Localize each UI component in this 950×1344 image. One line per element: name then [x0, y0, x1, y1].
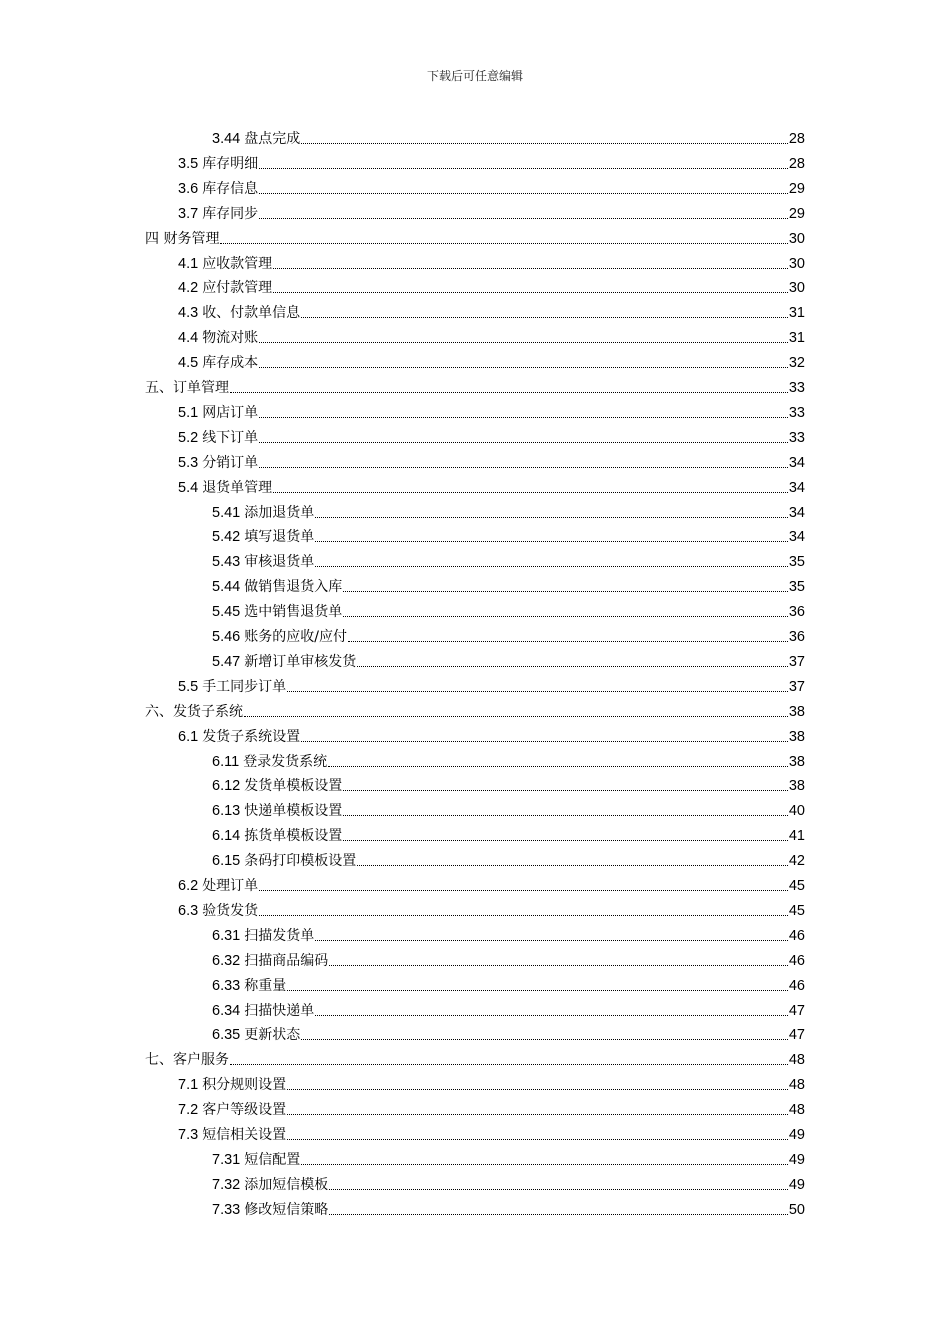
toc-dot-leader — [301, 142, 788, 144]
toc-entry-title: 扫描商品编码 — [244, 952, 329, 969]
toc-entry[interactable] — [212, 623, 805, 647]
toc-dot-leader — [259, 441, 788, 443]
toc-entry-label — [212, 602, 342, 622]
toc-dot-leader — [287, 1113, 788, 1115]
toc-entry[interactable] — [145, 225, 805, 249]
toc-page-number: 38 — [788, 753, 805, 770]
toc-page-number: 46 — [788, 927, 805, 944]
toc-entry-number: 6.2 — [178, 878, 203, 894]
toc-dot-leader — [329, 964, 788, 966]
toc-entry-number: 3.7 — [178, 205, 203, 222]
toc-entry-label — [178, 328, 258, 348]
toc-page-number: 45 — [788, 878, 805, 894]
toc-dot-leader — [273, 267, 788, 269]
toc-entry-number: 6.14 — [212, 828, 245, 845]
toc-entry[interactable] — [212, 997, 805, 1021]
toc-entry-title: 填写退货单 — [244, 529, 315, 546]
toc-entry-title: 发货子系统设置 — [202, 728, 301, 745]
toc-entry-number: 4.2 — [178, 280, 203, 297]
toc-entry-label — [212, 577, 342, 597]
toc-entry-label — [145, 378, 229, 398]
toc-entry-label — [145, 702, 243, 722]
toc-entry[interactable] — [178, 673, 805, 697]
toc-dot-leader — [315, 516, 788, 518]
toc-page-number: 28 — [788, 131, 805, 147]
toc-page-number: 47 — [788, 1002, 805, 1019]
toc-dot-leader — [329, 1213, 788, 1215]
toc-entry-number: 5.41 — [212, 504, 245, 521]
toc-entry-label — [212, 1001, 314, 1021]
toc-entry-label — [178, 677, 286, 697]
toc-dot-leader — [259, 466, 788, 468]
toc-entry[interactable] — [212, 822, 805, 846]
toc-entry-title: 网店订单 — [202, 404, 259, 421]
toc-dot-leader — [343, 839, 788, 841]
toc-entry[interactable] — [145, 1046, 805, 1070]
toc-entry-label — [212, 552, 314, 572]
toc-page-number: 34 — [788, 454, 805, 471]
toc-entry-label — [178, 403, 258, 423]
toc-page-number: 48 — [788, 1077, 805, 1094]
toc-entry[interactable] — [145, 698, 805, 722]
toc-entry-title: 条码打印模板设置 — [244, 853, 357, 870]
toc-page-number: 37 — [788, 678, 805, 695]
toc-entry-title: 应收款管理 — [202, 255, 273, 272]
toc-page-number: 28 — [788, 155, 805, 172]
toc-entry-number: 6.34 — [212, 1002, 245, 1019]
toc-entry[interactable] — [212, 1196, 805, 1220]
toc-entry[interactable] — [178, 1121, 805, 1145]
toc-entry-label — [212, 826, 342, 846]
toc-entry-number: 6.31 — [212, 927, 245, 944]
toc-entry[interactable] — [178, 349, 805, 373]
toc-entry-title: 拣货单模板设置 — [244, 828, 343, 845]
toc-page-number: 34 — [788, 504, 805, 521]
toc-entry-label — [178, 1125, 286, 1145]
toc-entry-label — [212, 776, 342, 796]
toc-entry-title: 扫描快递单 — [244, 1002, 315, 1019]
toc-entry[interactable] — [212, 748, 805, 772]
toc-entry[interactable] — [212, 523, 805, 547]
toc-page-number: 38 — [788, 728, 805, 745]
toc-entry-number: 6.1 — [178, 728, 203, 745]
toc-dot-leader — [259, 416, 788, 418]
toc-entry-title: 添加短信模板 — [244, 1176, 329, 1193]
toc-entry-title: 库存明细 — [202, 155, 259, 172]
toc-entry-title: 新增订单审核发货 — [244, 653, 357, 670]
toc-entry-label — [178, 428, 258, 448]
toc-page-number: 36 — [788, 604, 805, 621]
toc-entry-title: 更新状态 — [244, 1027, 301, 1044]
toc-page-number: 33 — [788, 404, 805, 421]
toc-page-number: 29 — [788, 205, 805, 222]
toc-entry-label — [178, 303, 300, 323]
toc-entry[interactable] — [212, 125, 805, 149]
toc-entry[interactable] — [178, 474, 805, 498]
toc-entry-title: 库存成本 — [202, 355, 259, 372]
toc-entry-number: 4.3 — [178, 305, 203, 322]
toc-entry-label — [212, 1175, 328, 1195]
toc-page-number: 34 — [788, 529, 805, 546]
toc-dot-leader — [259, 167, 788, 169]
toc-dot-leader — [244, 715, 788, 717]
toc-entry-number: 5.42 — [212, 529, 245, 546]
toc-page-number: 33 — [788, 429, 805, 446]
toc-entry-title: 添加退货单 — [244, 504, 315, 521]
toc-entry-title: 积分规则设置 — [202, 1077, 287, 1094]
toc-entry-title: 发货单模板设置 — [244, 778, 343, 795]
toc-entry-title: 物流对账 — [202, 330, 259, 347]
toc-dot-leader — [301, 316, 788, 318]
toc-entry-number: 7.33 — [212, 1201, 245, 1218]
toc-dot-leader — [259, 192, 788, 194]
toc-dot-leader — [343, 789, 788, 791]
toc-dot-leader — [287, 690, 788, 692]
toc-page-number: 35 — [788, 554, 805, 571]
toc-entry-title: 六、发货子系统 — [145, 703, 243, 720]
toc-entry-label — [212, 503, 314, 523]
toc-entry[interactable] — [178, 324, 805, 348]
toc-entry-title: 做销售退货入库 — [244, 579, 343, 596]
toc-entry-title: 手工同步订单 — [202, 678, 287, 695]
toc-entry-title: 库存信息 — [202, 180, 259, 197]
toc-dot-leader — [287, 1088, 788, 1090]
toc-page-number: 47 — [788, 1027, 805, 1044]
toc-entry-title: 客户等级设置 — [202, 1102, 287, 1119]
toc-entry-number: 6.15 — [212, 853, 245, 870]
toc-entry[interactable] — [212, 772, 805, 796]
toc-entry-title: 处理订单 — [202, 878, 259, 894]
toc-page-number: 45 — [788, 902, 805, 919]
toc-entry-title: 快递单模板设置 — [244, 803, 343, 820]
toc-entry-title: 短信配置 — [244, 1151, 301, 1168]
toc-page-number: 36 — [788, 629, 805, 645]
toc-entry-number: 6.11 — [212, 753, 244, 770]
toc-entry-title: 审核退货单 — [244, 554, 315, 571]
toc-entry[interactable] — [178, 897, 805, 921]
toc-page-number: 46 — [788, 952, 805, 969]
toc-entry[interactable] — [178, 250, 805, 274]
toc-page-number: 50 — [788, 1201, 805, 1218]
toc-dot-leader — [315, 1014, 788, 1016]
toc-dot-leader — [343, 590, 788, 592]
toc-entry[interactable] — [178, 399, 805, 423]
toc-entry-number: 4.5 — [178, 355, 203, 372]
toc-entry-number: 7.31 — [212, 1151, 245, 1168]
toc-page-number: 49 — [788, 1127, 805, 1143]
toc-dot-leader — [301, 1163, 788, 1165]
toc-entry-label — [212, 976, 286, 996]
toc-entry-label — [178, 876, 258, 896]
toc-dot-leader — [348, 640, 788, 642]
toc-entry-number: 6.33 — [212, 977, 245, 994]
toc-entry[interactable] — [212, 1171, 805, 1195]
toc-entry[interactable] — [212, 499, 805, 523]
toc-entry-number: 6.3 — [178, 902, 203, 919]
toc-dot-leader — [315, 939, 788, 941]
toc-page-number: 30 — [788, 255, 805, 272]
toc-dot-leader — [259, 914, 788, 916]
toc-dot-leader — [273, 291, 788, 293]
toc-dot-leader — [315, 540, 788, 542]
toc-dot-leader — [343, 814, 788, 816]
toc-entry[interactable] — [178, 872, 805, 896]
toc-entry-number: 5.4 — [178, 479, 203, 496]
toc-entry[interactable] — [178, 424, 805, 448]
toc-entry-number: 5.47 — [212, 653, 245, 670]
toc-entry-label — [212, 129, 300, 149]
toc-entry[interactable] — [212, 598, 805, 622]
toc-entry-label — [178, 1075, 286, 1095]
toc-entry-title: 验货发货 — [202, 902, 259, 919]
toc-entry[interactable] — [212, 648, 805, 672]
toc-dot-leader — [259, 366, 788, 368]
toc-dot-leader — [357, 864, 788, 866]
toc-page-number: 32 — [788, 355, 805, 372]
toc-dot-leader — [220, 242, 787, 244]
toc-entry-title: 收、付款单信息 — [202, 305, 301, 322]
toc-entry-label — [212, 1025, 300, 1045]
toc-entry[interactable] — [212, 847, 805, 871]
toc-page-number: 35 — [788, 579, 805, 596]
toc-entry-title: 五、订单管理 — [145, 380, 229, 396]
toc-page-number: 49 — [788, 1176, 805, 1193]
toc-entry[interactable] — [212, 1021, 805, 1045]
toc-entry-title: 扫描发货单 — [244, 927, 315, 944]
toc-page-number: 38 — [788, 778, 805, 795]
toc-entry[interactable] — [212, 573, 805, 597]
toc-entry-number: 3.6 — [178, 180, 203, 197]
toc-dot-leader — [230, 1063, 788, 1065]
toc-dot-leader — [328, 765, 788, 767]
toc-entry-title: 退货单管理 — [202, 479, 273, 496]
toc-dot-leader — [259, 341, 788, 343]
toc-entry-number: 5.5 — [178, 678, 203, 695]
toc-entry-number: 5.45 — [212, 604, 245, 621]
toc-entry-label — [178, 453, 258, 473]
toc-entry-title: 账务的应收/应付 — [244, 629, 347, 645]
toc-page-number: 40 — [788, 803, 805, 820]
toc-entry-label — [212, 801, 342, 821]
toc-entry[interactable] — [145, 374, 805, 398]
toc-entry-label — [212, 652, 356, 672]
toc-entry-number: 4.4 — [178, 330, 203, 347]
toc-entry-label — [212, 1150, 300, 1170]
toc-entry[interactable] — [212, 797, 805, 821]
toc-entry-label — [178, 278, 272, 298]
toc-entry[interactable] — [178, 274, 805, 298]
toc-page-number: 48 — [788, 1102, 805, 1119]
toc-page-number: 41 — [788, 828, 805, 845]
toc-entry-number: 5.46 — [212, 629, 245, 645]
toc-entry-label — [212, 527, 314, 547]
toc-page-number: 38 — [788, 703, 805, 720]
toc-entry-title: 选中销售退货单 — [244, 604, 343, 621]
toc-page-number: 42 — [788, 853, 805, 870]
toc-page-number: 33 — [788, 380, 805, 396]
toc-page-number: 49 — [788, 1151, 805, 1168]
toc-dot-leader — [301, 740, 788, 742]
toc-entry-title: 登录发货系统 — [243, 753, 328, 770]
toc-dot-leader — [287, 989, 788, 991]
toc-entry-number: 5.44 — [212, 579, 245, 596]
toc-entry[interactable] — [212, 922, 805, 946]
toc-entry-title: 四 财务管理 — [145, 230, 220, 247]
toc-entry-title: 七、客户服务 — [145, 1052, 229, 1069]
toc-entry-label — [145, 1050, 229, 1070]
toc-entry[interactable] — [178, 150, 805, 174]
toc-entry-label — [212, 851, 356, 871]
toc-entry-label — [178, 901, 258, 921]
toc-entry-title: 短信相关设置 — [202, 1127, 287, 1143]
toc-entry-label — [178, 254, 272, 274]
toc-entry-number: 7.32 — [212, 1176, 245, 1193]
toc-entry-title: 线下订单 — [202, 429, 259, 446]
toc-entry-label — [178, 154, 258, 174]
toc-entry-label — [212, 752, 327, 772]
toc-page-number: 31 — [788, 330, 805, 347]
toc-entry-number: 7.1 — [178, 1077, 203, 1094]
toc-entry[interactable] — [178, 1096, 805, 1120]
toc-entry[interactable] — [178, 1071, 805, 1095]
toc-dot-leader — [343, 615, 788, 617]
toc-entry-title: 应付款管理 — [202, 280, 273, 297]
toc-page-number: 37 — [788, 653, 805, 670]
toc-entry[interactable] — [178, 449, 805, 473]
toc-page-number: 46 — [788, 977, 805, 994]
toc-entry-title: 称重量 — [244, 977, 287, 994]
toc-entry-title: 库存同步 — [202, 205, 259, 222]
toc-page-number: 48 — [788, 1052, 805, 1069]
toc-entry-number: 6.12 — [212, 778, 245, 795]
toc-entry-number: 4.1 — [178, 255, 203, 272]
toc-entry-label — [212, 627, 347, 647]
toc-entry[interactable] — [178, 175, 805, 199]
toc-entry-title: 盘点完成 — [244, 131, 301, 147]
toc-entry-number: 6.13 — [212, 803, 245, 820]
toc-entry[interactable] — [212, 1146, 805, 1170]
toc-page-number: 30 — [788, 280, 805, 297]
page-header: 下载后可任意编辑 — [426, 69, 523, 83]
toc-entry-number: 3.5 — [178, 155, 203, 172]
toc-entry-label — [145, 229, 219, 249]
toc-dot-leader — [230, 391, 788, 393]
toc-entry-label — [178, 179, 258, 199]
toc-dot-leader — [273, 491, 788, 493]
toc-entry[interactable] — [212, 947, 805, 971]
toc-entry-label — [178, 353, 258, 373]
toc-entry-number: 3.44 — [212, 131, 245, 147]
toc-entry[interactable] — [178, 299, 805, 323]
toc-page-number: 34 — [788, 479, 805, 496]
toc-entry-number: 6.32 — [212, 952, 245, 969]
toc-page-number: 30 — [788, 230, 805, 247]
toc-dot-leader — [287, 1138, 788, 1140]
toc-entry-label — [212, 1200, 328, 1220]
toc-entry-number: 7.3 — [178, 1127, 203, 1143]
toc-entry-number: 5.3 — [178, 454, 203, 471]
toc-page-number: 29 — [788, 180, 805, 197]
toc-entry-label — [178, 204, 258, 224]
toc-page-number: 31 — [788, 305, 805, 322]
toc-entry[interactable] — [212, 548, 805, 572]
toc-entry-number: 5.2 — [178, 429, 203, 446]
toc-entry[interactable] — [212, 972, 805, 996]
toc-entry-title: 修改短信策略 — [244, 1201, 329, 1218]
toc-entry-label — [212, 926, 314, 946]
toc-entry-number: 5.1 — [178, 404, 203, 421]
toc-entry-label — [178, 727, 300, 747]
toc-entry-number: 7.2 — [178, 1102, 203, 1119]
toc-entry-label — [178, 1100, 286, 1120]
toc-entry-label — [212, 951, 328, 971]
toc-dot-leader — [301, 1038, 788, 1040]
toc-entry-number: 5.43 — [212, 554, 245, 571]
toc-entry-title: 分销订单 — [202, 454, 259, 471]
toc-dot-leader — [329, 1188, 788, 1190]
toc-entry-number: 6.35 — [212, 1027, 245, 1044]
toc-dot-leader — [259, 889, 788, 891]
toc-entry[interactable] — [178, 723, 805, 747]
toc-entry[interactable] — [178, 200, 805, 224]
toc-dot-leader — [259, 217, 788, 219]
toc-dot-leader — [357, 665, 788, 667]
toc-dot-leader — [315, 565, 788, 567]
toc-entry-label — [178, 478, 272, 498]
